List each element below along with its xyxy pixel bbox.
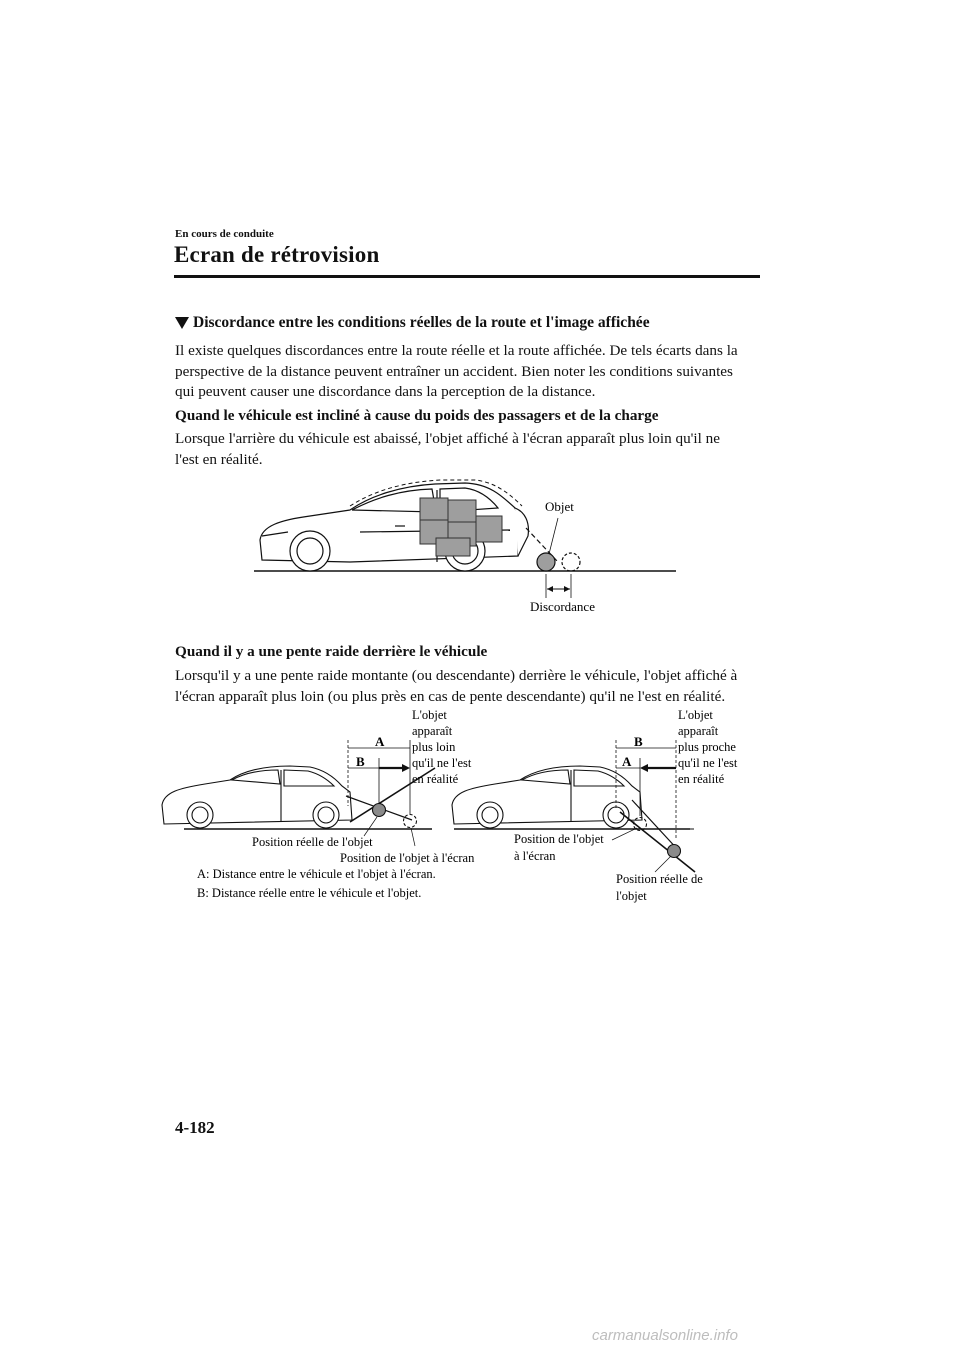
right-car-illustration (452, 766, 642, 828)
title-divider (174, 275, 760, 278)
left-screen-position: Position de l'objet à l'écran (340, 851, 475, 865)
marker-a-right: A (622, 754, 632, 769)
displayed-object-circle (562, 553, 580, 571)
right-slope-line (620, 812, 695, 872)
case1-line: l'est en réalité. (175, 450, 263, 468)
real-object-circle (537, 553, 555, 571)
marker-b-right: B (634, 734, 643, 749)
case2-line: Lorsqu'il y a une pente raide montante (ou descendante) derrière le véhicule, l'objet affiché à (175, 667, 738, 684)
figure-slopes (150, 700, 790, 910)
right-note: L'objet apparaît plus proche qu'il ne l'est en réalité (678, 708, 738, 786)
legend-a: A: Distance entre le véhicule et l'objet à l'écran. (197, 867, 436, 881)
marker-b-left: B (356, 754, 365, 769)
case1-heading: Quand le véhicule est incliné à cause du poids des passagers et de la charge (175, 407, 659, 424)
figure-tilted-vehicle (240, 478, 690, 618)
watermark: carmanualsonline.info (592, 1327, 738, 1344)
intro-paragraph (175, 341, 765, 403)
case1-line: Lorsque l'arrière du véhicule est abaissé, l'objet affiché à l'écran apparaît plus loin qu'il ne (175, 430, 720, 447)
page-title: Ecran de rétrovision (174, 242, 380, 267)
left-real-position: Position réelle de l'objet (252, 835, 373, 849)
page-number: 4-182 (175, 1118, 215, 1137)
section-label: En cours de conduite (175, 228, 274, 240)
label-object: Objet (545, 499, 574, 514)
left-car-illustration (162, 766, 352, 828)
case1-paragraph (175, 429, 765, 470)
subheading (175, 314, 650, 332)
intro-line: Il existe quelques discordances entre la route réelle et la route affichée. De tels écarts dans la (175, 342, 738, 359)
subheading-text: Discordance entre les conditions réelles de la route et l'image affichée (193, 314, 650, 331)
triangle-down-icon (175, 317, 189, 329)
left-real-object (373, 804, 386, 817)
marker-a-left: A (375, 734, 385, 749)
intro-line: qui peuvent causer une discordance dans la perception de la distance. (175, 383, 596, 400)
right-screen-position: Position de l'objet à l'écran (514, 832, 604, 863)
right-real-position: Position réelle de l'objet (616, 872, 703, 903)
case2-heading: Quand il y a une pente raide derrière le véhicule (175, 643, 488, 660)
right-real-object (668, 845, 681, 858)
left-screen-object (404, 815, 417, 828)
legend-b: B: Distance réelle entre le véhicule et l'objet. (197, 886, 422, 900)
object-leader-line (549, 518, 558, 554)
case2-line: l'écran apparaît plus loin (ou plus près en cas de pente descendante) qu'il ne l'est en réalité. (175, 687, 726, 705)
intro-line: perspective de la distance peuvent entraîner un accident. Bien noter les conditions suivantes (175, 362, 733, 380)
left-note: L'objet apparaît plus loin qu'il ne l'est en réalité (412, 708, 472, 786)
label-discrepancy: Discordance (530, 599, 595, 614)
